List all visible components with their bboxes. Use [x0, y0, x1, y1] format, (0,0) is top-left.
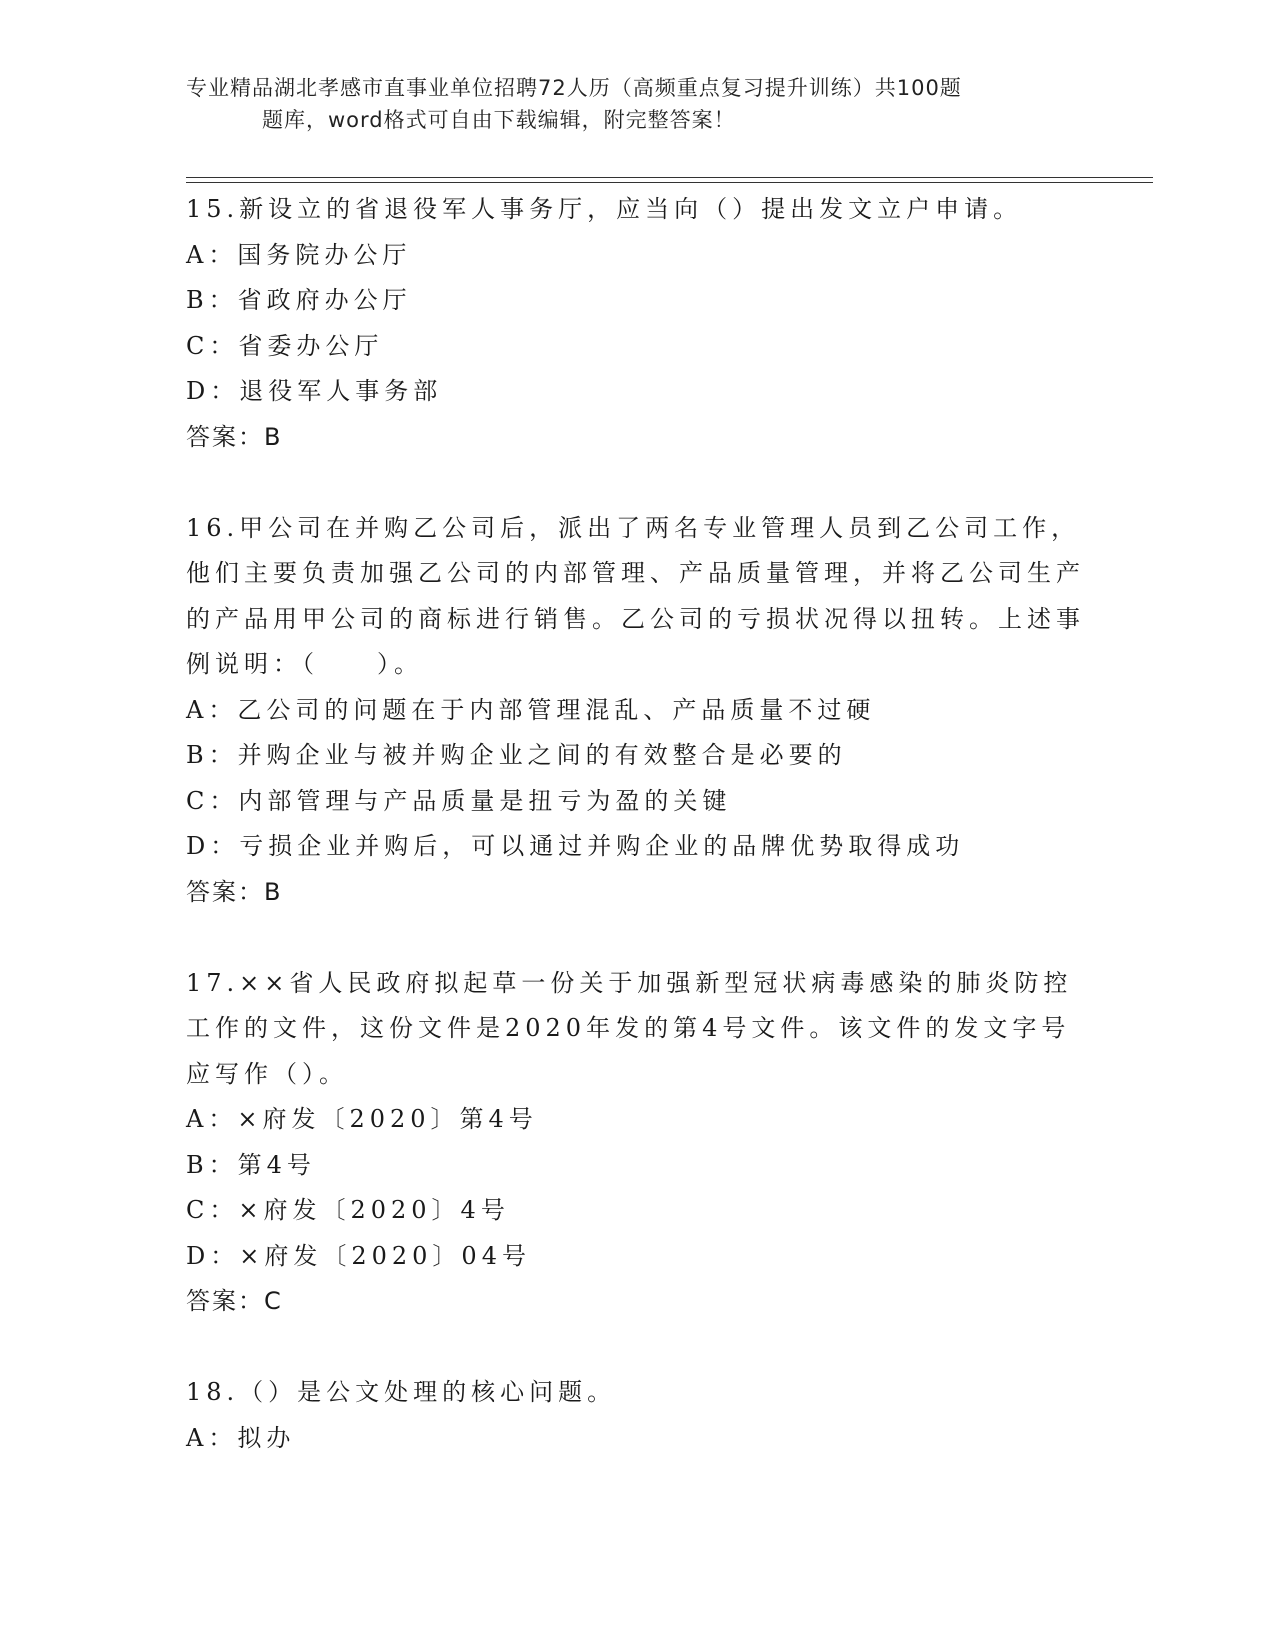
question-text: 18.（）是公文处理的核心问题。: [186, 1378, 617, 1406]
option-d: D：退役军人事务部: [186, 377, 443, 405]
header-title-line2: 题库，word格式可自由下载编辑，附完整答案！: [262, 108, 736, 132]
question-spacer: [186, 460, 1086, 506]
option-b: B：并购企业与被并购企业之间的有效整合是必要的: [186, 741, 847, 769]
question-spacer: [186, 915, 1086, 961]
option-c: C：×府发〔2020〕4号: [186, 1196, 510, 1224]
option-b: B：省政府办公厅: [186, 286, 412, 314]
option-b: B：第4号: [186, 1150, 316, 1179]
question-text: 17.××省人民政府拟起草一份关于加强新型冠状病毒感染的肺炎防控工作的文件，这份文件是2020年发的第4号文件。该文件的发文字号应写作（）。: [186, 968, 1073, 1088]
question-item: [186, 506, 1086, 916]
question-item: [186, 187, 1086, 460]
option-a: A：乙公司的问题在于内部管理混乱、产品质量不过硬: [186, 695, 876, 724]
option-a: A：国务院办公厅: [186, 240, 412, 269]
question-text: 16.甲公司在并购乙公司后，派出了两名专业管理人员到乙公司工作，他们主要负责加强乙公司的内部管理、产品质量管理，并将乙公司生产的产品用甲公司的商标进行销售。乙公司的亏损状况得以扭转。上述事例说明：（ ）。: [186, 513, 1085, 678]
option-d: D：亏损企业并购后，可以通过并购企业的品牌优势取得成功: [186, 832, 965, 860]
option-c: C：内部管理与产品质量是扭亏为盈的关键: [186, 786, 732, 815]
header-divider-top: [186, 177, 1153, 178]
question-text: 15.新设立的省退役军人事务厅，应当向（）提出发文立户申请。: [186, 195, 1023, 223]
answer-text: 答案：B: [186, 877, 283, 906]
answer-text: 答案：B: [186, 422, 283, 451]
option-d: D：×府发〔2020〕04号: [186, 1241, 531, 1270]
question-spacer: [186, 1325, 1086, 1371]
header-title-line1: 专业精品湖北孝感市直事业单位招聘72人历（高频重点复习提升训练）共100题: [186, 76, 962, 100]
option-c: C：省委办公厅: [186, 331, 384, 360]
option-a: A：×府发〔2020〕第4号: [186, 1105, 538, 1133]
document-header: [186, 72, 1066, 136]
question-item: [186, 1370, 1086, 1461]
option-a: A：拟办: [186, 1423, 296, 1452]
question-item: [186, 961, 1086, 1325]
header-divider-bottom: [186, 182, 1153, 183]
question-list: [186, 187, 1086, 1461]
answer-text: 答案：C: [186, 1287, 283, 1315]
